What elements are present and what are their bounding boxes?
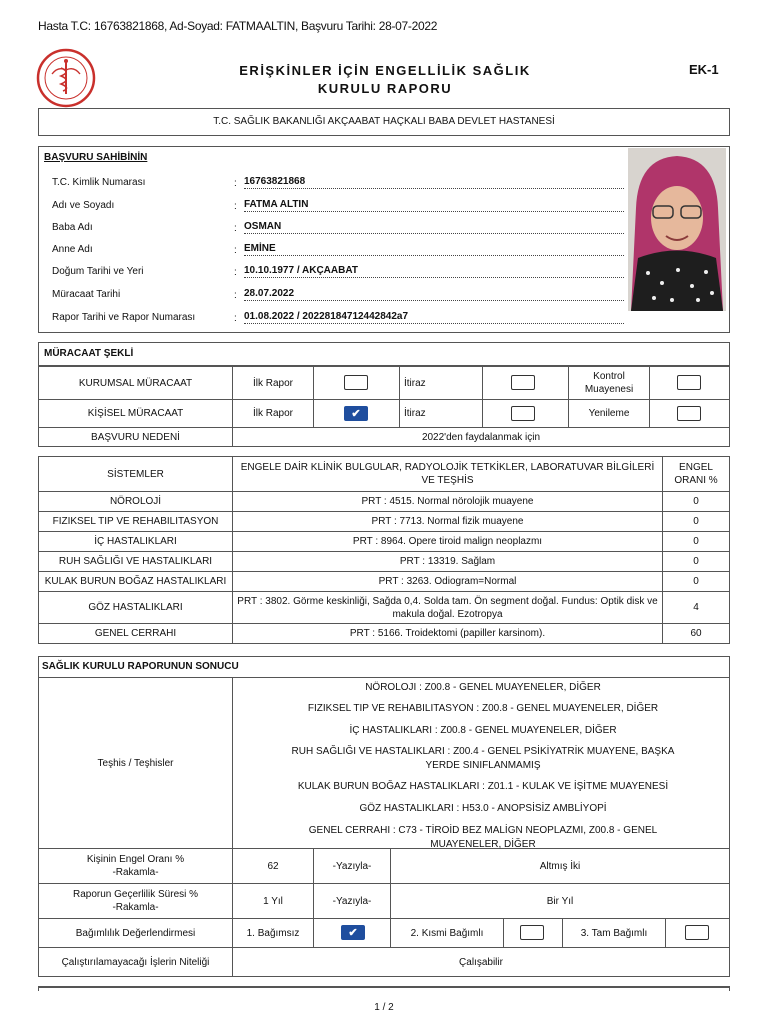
application-section-title: MÜRACAAT ŞEKLİ	[44, 348, 134, 359]
application-header	[38, 342, 730, 366]
work-restriction-value: Çalışabilir	[232, 947, 730, 977]
applicant-field-value: 28.07.2022	[244, 288, 624, 301]
applicant-field-label: Adı ve Soyadı	[52, 200, 115, 211]
application-reason-label: BAŞVURU NEDENİ	[38, 427, 233, 447]
applicant-field-label: Baba Adı	[52, 222, 93, 233]
ministry-logo	[36, 48, 96, 108]
system-rate: 0	[662, 491, 730, 512]
disability-rate-label	[38, 848, 233, 884]
system-rate: 0	[662, 571, 730, 592]
applicant-field-colon: :	[234, 223, 237, 234]
system-finding: PRT : 3263. Odiogram=Normal	[232, 571, 663, 592]
applicant-field-colon: :	[234, 201, 237, 212]
system-finding: PRT : 13319. Sağlam	[232, 551, 663, 572]
application-reason-value: 2022'den faydalanmak için	[232, 427, 730, 447]
disability-rate-text: Altmış İki	[390, 848, 730, 884]
applicant-field-value: EMİNE	[244, 243, 624, 256]
row1-first-report-checkbox[interactable]	[344, 375, 368, 390]
row2-objection-label: İtiraz	[399, 399, 483, 428]
institutional-application-label: KURUMSAL MÜRACAAT	[38, 366, 233, 400]
system-rate: 0	[662, 511, 730, 532]
system-rate: 0	[662, 551, 730, 572]
diagnosis-item: GENEL CERRAHI : C73 - TİROİD BEZ MALİGN NEOPLAZMI, Z00.8 - GENEL MUAYENELER, DİĞER	[308, 825, 658, 850]
dependency-independent-checkbox-checked[interactable]: ✔	[341, 925, 365, 940]
dependency-label: Bağımlılık Değerlendirmesi	[38, 918, 233, 948]
dependency-partial-checkbox[interactable]	[520, 925, 544, 940]
applicant-field-colon: :	[234, 290, 237, 301]
disability-rate-label-line1: Kişinin Engel Oranı %	[86, 854, 185, 865]
applicant-field-label: T.C. Kimlik Numarası	[52, 177, 146, 188]
row1-control-label: Kontrol Muayenesi	[568, 366, 650, 400]
row2-first-report-label: İlk Rapor	[232, 399, 314, 428]
row2-first-report-checkbox-checked[interactable]: ✔	[344, 406, 368, 421]
diagnosis-item: RUH SAĞLIĞI VE HASTALIKLARI : Z00.4 - GENEL PSİKİYATRİK MUAYENE, BAŞKA YERDE SINIFLANMAMIŞ	[291, 746, 675, 771]
applicant-section-title: BAŞVURU SAHİBİNİN	[44, 152, 148, 163]
applicant-field-colon: :	[234, 245, 237, 256]
system-rate: 60	[662, 623, 730, 644]
applicant-field-colon: :	[234, 267, 237, 278]
personal-application-label: KİŞİSEL MÜRACAAT	[38, 399, 233, 428]
system-name: FIZIKSEL TIP VE REHABILITASYON	[38, 511, 233, 532]
validity-number: 1 Yıl	[232, 883, 314, 919]
applicant-photo	[628, 148, 726, 311]
result-section-title: SAĞLIK KURULU RAPORUNUN SONUCU	[42, 661, 239, 672]
applicant-field-label: Doğum Tarihi ve Yeri	[52, 266, 144, 277]
diagnosis-item: İÇ HASTALIKLARI : Z00.8 - GENEL MUAYENELER, DİĞER	[349, 725, 617, 736]
diagnosis-item: NÖROLOJI : Z00.8 - GENEL MUAYENELER, DİĞER	[365, 682, 601, 693]
applicant-field-value: 16763821868	[244, 176, 624, 189]
systems-header-rate: ENGEL ORANI %	[662, 456, 730, 492]
validity-written-label: -Yazıyla-	[313, 883, 391, 919]
system-finding: PRT : 4515. Normal nörolojik muayene	[232, 491, 663, 512]
dependency-full-checkbox[interactable]	[685, 925, 709, 940]
report-title-line2: KURULU RAPORU	[317, 81, 453, 96]
report-title-line1: ERİŞKİNLER İÇİN ENGELLİLİK SAĞLIK	[239, 63, 531, 78]
applicant-field-label: Anne Adı	[52, 244, 93, 255]
diagnosis-item: GÖZ HASTALIKLARI : H53.0 - ANOPSİSİZ AMBLİYOPİ	[359, 803, 607, 814]
validity-text: Bir Yıl	[390, 883, 730, 919]
system-name: KULAK BURUN BOĞAZ HASTALIKLARI	[38, 571, 233, 592]
next-section-edge	[38, 986, 730, 991]
dependency-independent-label: 1. Bağımsız	[232, 918, 314, 948]
hospital-name: T.C. SAĞLIK BAKANLIĞI AKÇAABAT HAÇKALI BABA DEVLET HASTANESİ	[38, 108, 730, 136]
disability-rate-number: 62	[232, 848, 314, 884]
validity-label	[38, 883, 233, 919]
dependency-partial-label: 2. Kısmi Bağımlı	[390, 918, 504, 948]
applicant-field-value: 01.08.2022 / 20228184712442842a7	[244, 311, 624, 324]
applicant-field-label: Rapor Tarihi ve Rapor Numarası	[52, 312, 196, 323]
dependency-full-label: 3. Tam Bağımlı	[562, 918, 666, 948]
page-number: 1 / 2	[374, 1002, 394, 1013]
row1-control-checkbox[interactable]	[677, 375, 701, 390]
row2-renewal-label: Yenileme	[568, 399, 650, 428]
row1-objection-checkbox[interactable]	[511, 375, 535, 390]
row1-objection-label: İtiraz	[399, 366, 483, 400]
ek-label: EK-1	[689, 62, 719, 77]
applicant-section	[38, 146, 730, 333]
system-finding: PRT : 3802. Görme keskinliği, Sağda 0,4. Solda tam. Ön segment doğal. Fundus: Optik disk ve makula doğal. Ezotropya	[232, 591, 663, 624]
applicant-field-value: FATMA ALTIN	[244, 199, 624, 212]
work-restriction-label: Çalıştırılamayacağı İşlerin Niteliği	[38, 947, 233, 977]
diagnosis-label: Teşhis / Teşhisler	[38, 677, 233, 849]
validity-label-line1: Raporun Geçerlilik Süresi %	[72, 889, 199, 900]
diagnosis-item: KULAK BURUN BOĞAZ HASTALIKLARI : Z01.1 - KULAK VE İŞİTME MUAYENESİ	[297, 781, 669, 792]
applicant-field-colon: :	[234, 178, 237, 189]
system-finding: PRT : 7713. Normal fizik muayene	[232, 511, 663, 532]
disability-rate-label-line2: -Rakamla-	[112, 867, 159, 878]
systems-header-systems: SİSTEMLER	[38, 456, 233, 492]
row2-renewal-checkbox[interactable]	[677, 406, 701, 421]
row1-first-report-label: İlk Rapor	[232, 366, 314, 400]
systems-header-findings: ENGELE DAİR KLİNİK BULGULAR, RADYOLOJİK TETKİKLER, LABORATUVAR BİLGİLERİ VE TEŞHİS	[232, 456, 663, 492]
patient-header-line: Hasta T.C: 16763821868, Ad-Soyad: FATMAALTIN, Başvuru Tarihi: 28-07-2022	[38, 19, 438, 33]
system-rate: 4	[662, 591, 730, 624]
diagnosis-item: FIZIKSEL TIP VE REHABILITASYON : Z00.8 - GENEL MUAYENELER, DİĞER	[307, 703, 659, 714]
system-name: GENEL CERRAHI	[38, 623, 233, 644]
system-name: RUH SAĞLIĞI VE HASTALIKLARI	[38, 551, 233, 572]
disability-rate-written-label: -Yazıyla-	[313, 848, 391, 884]
system-finding: PRT : 5166. Troidektomi (papiller karsinom).	[232, 623, 663, 644]
applicant-field-value: 10.10.1977 / AKÇAABAT	[244, 265, 624, 278]
system-name: GÖZ HASTALIKLARI	[38, 591, 233, 624]
row2-objection-checkbox[interactable]	[511, 406, 535, 421]
applicant-field-colon: :	[234, 313, 237, 324]
applicant-field-label: Müracaat Tarihi	[52, 289, 121, 300]
system-name: İÇ HASTALIKLARI	[38, 531, 233, 552]
system-finding: PRT : 8964. Opere tiroid malign neoplazmı	[232, 531, 663, 552]
validity-label-line2: -Rakamla-	[112, 902, 159, 913]
applicant-field-value: OSMAN	[244, 221, 624, 234]
system-name: NÖROLOJİ	[38, 491, 233, 512]
system-rate: 0	[662, 531, 730, 552]
